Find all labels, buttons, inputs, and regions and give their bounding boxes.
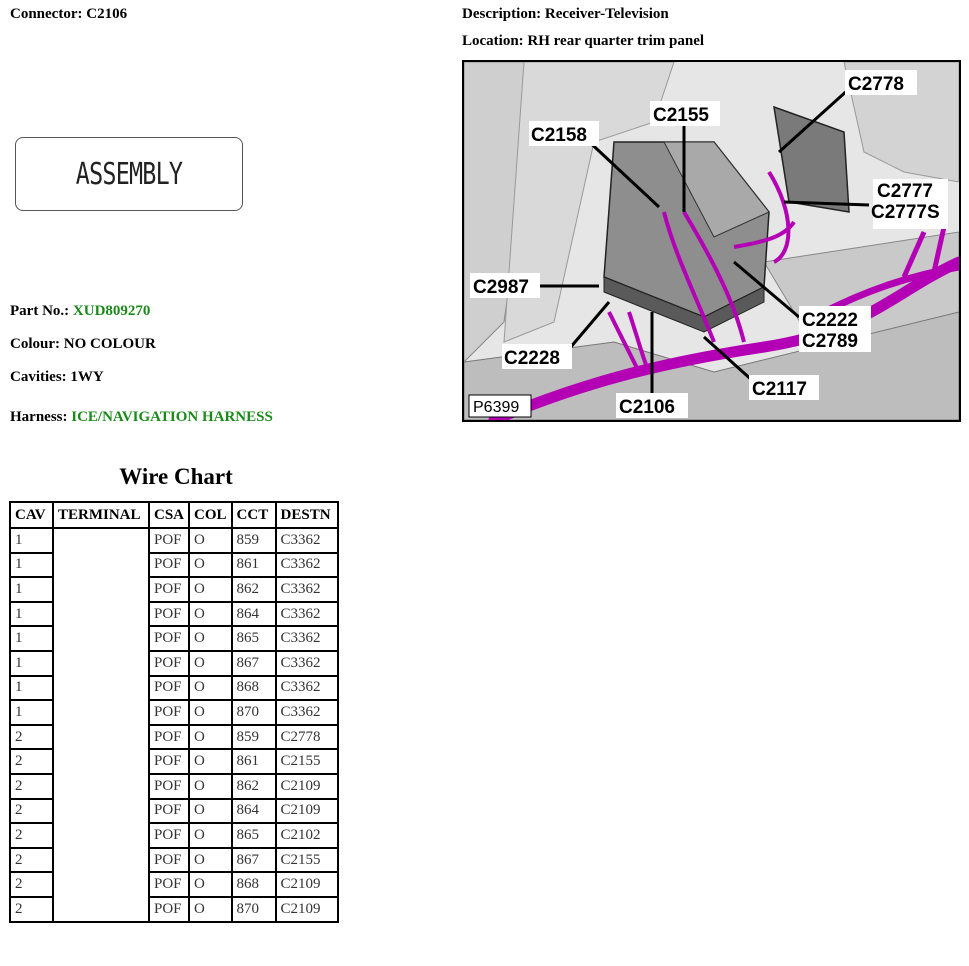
cell-cav: 2 xyxy=(10,897,53,922)
cell-cav: 2 xyxy=(10,725,53,750)
location-figure xyxy=(462,60,961,422)
description-value: Receiver-Television xyxy=(544,6,669,22)
callout-c2987: C2987 xyxy=(473,277,529,298)
callout-c2106: C2106 xyxy=(619,397,675,418)
cell-cav: 2 xyxy=(10,872,53,897)
callout-c2155: C2155 xyxy=(653,105,709,126)
colour-row xyxy=(10,336,156,353)
cell-destn: C3362 xyxy=(276,700,338,725)
location-label xyxy=(462,33,704,50)
cell-csa: POF xyxy=(149,700,189,725)
cell-csa: POF xyxy=(149,897,189,922)
cell-cav: 2 xyxy=(10,774,53,799)
cell-csa: POF xyxy=(149,774,189,799)
description-label xyxy=(462,6,669,23)
cell-csa: POF xyxy=(149,528,189,553)
cell-col: O xyxy=(189,651,232,676)
harness-row xyxy=(10,409,273,426)
cell-cav: 1 xyxy=(10,700,53,725)
callout-c2777s: C2777S xyxy=(871,202,940,223)
cell-csa: POF xyxy=(149,553,189,578)
cell-cct: 859 xyxy=(232,528,276,553)
col-col: COL xyxy=(189,502,232,528)
callout-c2117: C2117 xyxy=(752,379,807,400)
location-figure-svg xyxy=(464,62,959,420)
cell-destn: C3362 xyxy=(276,577,338,602)
callout-c2222: C2222 xyxy=(802,310,858,331)
harness-link[interactable]: ICE/NAVIGATION HARNESS xyxy=(71,409,273,425)
cell-csa: POF xyxy=(149,676,189,701)
location-value: RH rear quarter trim panel xyxy=(527,33,705,49)
cell-col: O xyxy=(189,577,232,602)
part-number-link[interactable]: XUD809270 xyxy=(72,303,151,319)
cell-col: O xyxy=(189,725,232,750)
col-destn: DESTN xyxy=(276,502,338,528)
wire-chart-title: Wire Chart xyxy=(119,464,233,489)
cell-cct: 864 xyxy=(232,602,276,627)
cell-cct: 861 xyxy=(232,553,276,578)
cell-cav: 2 xyxy=(10,749,53,774)
cell-col: O xyxy=(189,749,232,774)
cell-cct: 870 xyxy=(232,897,276,922)
table-row xyxy=(10,528,338,553)
cell-col: O xyxy=(189,897,232,922)
cell-csa: POF xyxy=(149,602,189,627)
col-cav: CAV xyxy=(10,502,53,528)
location-label-text: Location: xyxy=(462,33,524,49)
cell-cav: 2 xyxy=(10,799,53,824)
col-cct: CCT xyxy=(232,502,276,528)
cell-csa: POF xyxy=(149,749,189,774)
cell-cav: 2 xyxy=(10,848,53,873)
cell-col: O xyxy=(189,774,232,799)
cell-destn: C2109 xyxy=(276,897,338,922)
wire-chart-body xyxy=(10,528,338,922)
cell-cav: 1 xyxy=(10,651,53,676)
cavities-row xyxy=(10,369,104,386)
cell-destn: C2109 xyxy=(276,872,338,897)
cell-csa: POF xyxy=(149,823,189,848)
cell-cct: 868 xyxy=(232,676,276,701)
colour-label: Colour: xyxy=(10,336,60,352)
cell-col: O xyxy=(189,872,232,897)
connector-label-text: Connector: xyxy=(10,6,83,22)
cell-destn: C2109 xyxy=(276,774,338,799)
cell-destn: C3362 xyxy=(276,626,338,651)
cell-csa: POF xyxy=(149,872,189,897)
cell-col: O xyxy=(189,626,232,651)
callout-c2158: C2158 xyxy=(531,125,587,146)
connector-value: C2106 xyxy=(86,6,128,22)
cell-cct: 867 xyxy=(232,651,276,676)
cell-cav: 1 xyxy=(10,602,53,627)
cavities-value: 1WY xyxy=(70,369,104,385)
cell-col: O xyxy=(189,700,232,725)
colour-value: NO COLOUR xyxy=(63,336,156,352)
cell-destn: C2102 xyxy=(276,823,338,848)
cell-cav: 1 xyxy=(10,676,53,701)
cell-col: O xyxy=(189,676,232,701)
cell-destn: C2155 xyxy=(276,749,338,774)
cell-destn: C3362 xyxy=(276,528,338,553)
cell-cav: 1 xyxy=(10,553,53,578)
cell-csa: POF xyxy=(149,626,189,651)
cell-col: O xyxy=(189,799,232,824)
assembly-box xyxy=(15,137,243,211)
cell-cav: 1 xyxy=(10,577,53,602)
cell-cct: 868 xyxy=(232,872,276,897)
wire-chart-header-row xyxy=(10,502,338,528)
cell-cct: 859 xyxy=(232,725,276,750)
cell-cav: 1 xyxy=(10,626,53,651)
col-terminal: TERMINAL xyxy=(53,502,149,528)
harness-label: Harness: xyxy=(10,409,68,425)
cell-csa: POF xyxy=(149,651,189,676)
callout-c2778: C2778 xyxy=(848,74,904,95)
cell-cav: 2 xyxy=(10,823,53,848)
callout-c2228: C2228 xyxy=(504,348,560,369)
cell-col: O xyxy=(189,553,232,578)
cell-cct: 861 xyxy=(232,749,276,774)
cell-destn: C2109 xyxy=(276,799,338,824)
assembly-label: ASSEMBLY xyxy=(75,157,183,192)
cell-cct: 865 xyxy=(232,823,276,848)
cell-destn: C3362 xyxy=(276,553,338,578)
cell-csa: POF xyxy=(149,725,189,750)
cell-cct: 864 xyxy=(232,799,276,824)
wire-chart-table xyxy=(9,501,339,923)
cell-destn: C3362 xyxy=(276,602,338,627)
cell-terminal xyxy=(53,528,149,922)
part-number-row xyxy=(10,303,150,320)
col-csa: CSA xyxy=(149,502,189,528)
cell-col: O xyxy=(189,823,232,848)
callout-c2777: C2777 xyxy=(877,181,933,202)
cell-cav: 1 xyxy=(10,528,53,553)
cell-col: O xyxy=(189,848,232,873)
callout-c2789: C2789 xyxy=(802,331,858,352)
cell-destn: C2155 xyxy=(276,848,338,873)
cell-cct: 865 xyxy=(232,626,276,651)
figure-id: P6399 xyxy=(473,399,520,416)
connector-label xyxy=(10,6,127,23)
cell-destn: C3362 xyxy=(276,651,338,676)
cell-csa: POF xyxy=(149,799,189,824)
cavities-label: Cavities: xyxy=(10,369,67,385)
cell-csa: POF xyxy=(149,848,189,873)
cell-cct: 867 xyxy=(232,848,276,873)
description-label-text: Description: xyxy=(462,6,542,22)
cell-cct: 862 xyxy=(232,774,276,799)
cell-col: O xyxy=(189,602,232,627)
cell-cct: 862 xyxy=(232,577,276,602)
cell-destn: C2778 xyxy=(276,725,338,750)
cell-col: O xyxy=(189,528,232,553)
cell-destn: C3362 xyxy=(276,676,338,701)
part-number-label: Part No.: xyxy=(10,303,70,319)
cell-cct: 870 xyxy=(232,700,276,725)
cell-csa: POF xyxy=(149,577,189,602)
